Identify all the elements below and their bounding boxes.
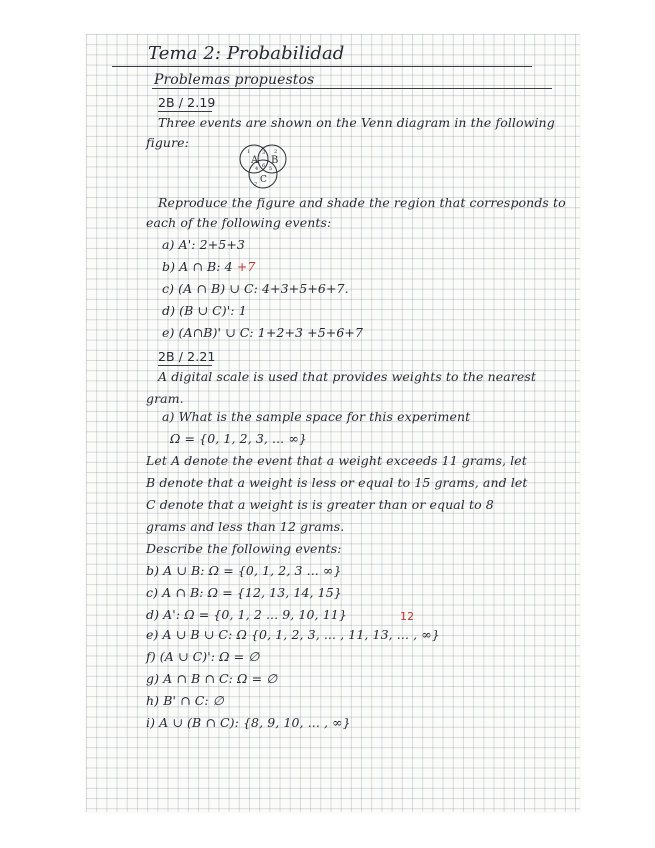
exercise-number-underline — [158, 111, 212, 112]
page-title: Tema 2: Probabilidad — [148, 43, 345, 64]
exercise-number: 2B / 2.19 — [158, 95, 216, 110]
answer-e-text: e) A ∪ B ∪ C: Ω {0, 1, 2, 3, ... , 11, — [146, 627, 369, 642]
answer-c: c) (A ∩ B) ∪ C: 4+3+5+6+7. — [162, 281, 349, 296]
definition-text: grams and less than 12 grams. — [146, 519, 345, 534]
answer-b-correction: +7 — [236, 259, 256, 274]
instruction-text: each of the following events: — [146, 215, 332, 230]
title-underline — [112, 66, 532, 67]
answer-a: a) A': 2+5+3 — [162, 237, 245, 252]
venn-region-7: 7 — [254, 182, 258, 188]
venn-region-5: 5 — [269, 166, 273, 172]
exercise-number: 2B / 2.21 — [158, 349, 216, 364]
question-a-answer: Ω = {0, 1, 2, 3, ... ∞} — [170, 431, 307, 446]
exercise-text: gram. — [146, 391, 184, 406]
answer-d: d) A': Ω = {0, 1, 2 ... 9, 10, 11} — [146, 607, 347, 622]
definition-text: Let A denote the event that a weight exceeds 11 grams, let — [146, 453, 527, 468]
question-a: a) What is the sample space for this experiment — [162, 409, 471, 424]
notebook-page — [86, 34, 580, 812]
answer-f: f) (A ∪ C)': Ω = ∅ — [146, 649, 260, 664]
describe-text: Describe the following events: — [146, 541, 342, 556]
exercise-text: figure: — [146, 135, 189, 150]
answer-b — [162, 260, 255, 274]
answer-h: h) B' ∩ C: ∅ — [146, 693, 224, 708]
venn-region-2: 2 — [274, 149, 278, 155]
venn-diagram — [234, 140, 294, 196]
instruction-text: Reproduce the figure and shade the region that corresponds to — [158, 195, 566, 210]
exercise-number-underline — [158, 365, 212, 366]
answer-e-text-end: 13, ... , ∞} — [372, 627, 440, 642]
exercise-text: A digital scale is used that provides weights to the nearest — [158, 369, 537, 384]
answer-b-text: b) A ∩ B: 4 — [162, 259, 233, 274]
page-subtitle: Problemas propuestos — [154, 72, 315, 88]
definition-text: B denote that a weight is less or equal to 15 grams, and let — [146, 475, 528, 490]
venn-region-6: 6 — [262, 163, 266, 169]
venn-region-3: 3 — [262, 150, 266, 156]
answer-g: g) A ∩ B ∩ C: Ω = ∅ — [146, 671, 278, 686]
answer-e — [146, 628, 440, 642]
answer-c: c) A ∩ B: Ω = {12, 13, 14, 15} — [146, 585, 342, 600]
venn-label-b: B — [271, 155, 279, 166]
answer-b: b) A ∪ B: Ω = {0, 1, 2, 3 ... ∞} — [146, 563, 342, 578]
answer-i: i) A ∪ (B ∩ C): {8, 9, 10, ... , ∞} — [146, 715, 351, 730]
venn-region-4: 4 — [255, 166, 259, 172]
answer-d: d) (B ∪ C)': 1 — [162, 303, 247, 318]
venn-region-1: 1 — [247, 149, 251, 155]
answer-e: e) (A∩B)' ∪ C: 1+2+3 +5+6+7 — [162, 325, 364, 340]
answer-e-correction: 12 — [400, 610, 415, 623]
venn-label-c: C — [260, 175, 267, 185]
venn-label-a: A — [251, 155, 259, 166]
definition-text: C denote that a weight is is greater than or equal to 8 — [146, 497, 494, 512]
subtitle-underline — [152, 88, 552, 89]
exercise-text: Three events are shown on the Venn diagram in the following — [158, 115, 555, 130]
